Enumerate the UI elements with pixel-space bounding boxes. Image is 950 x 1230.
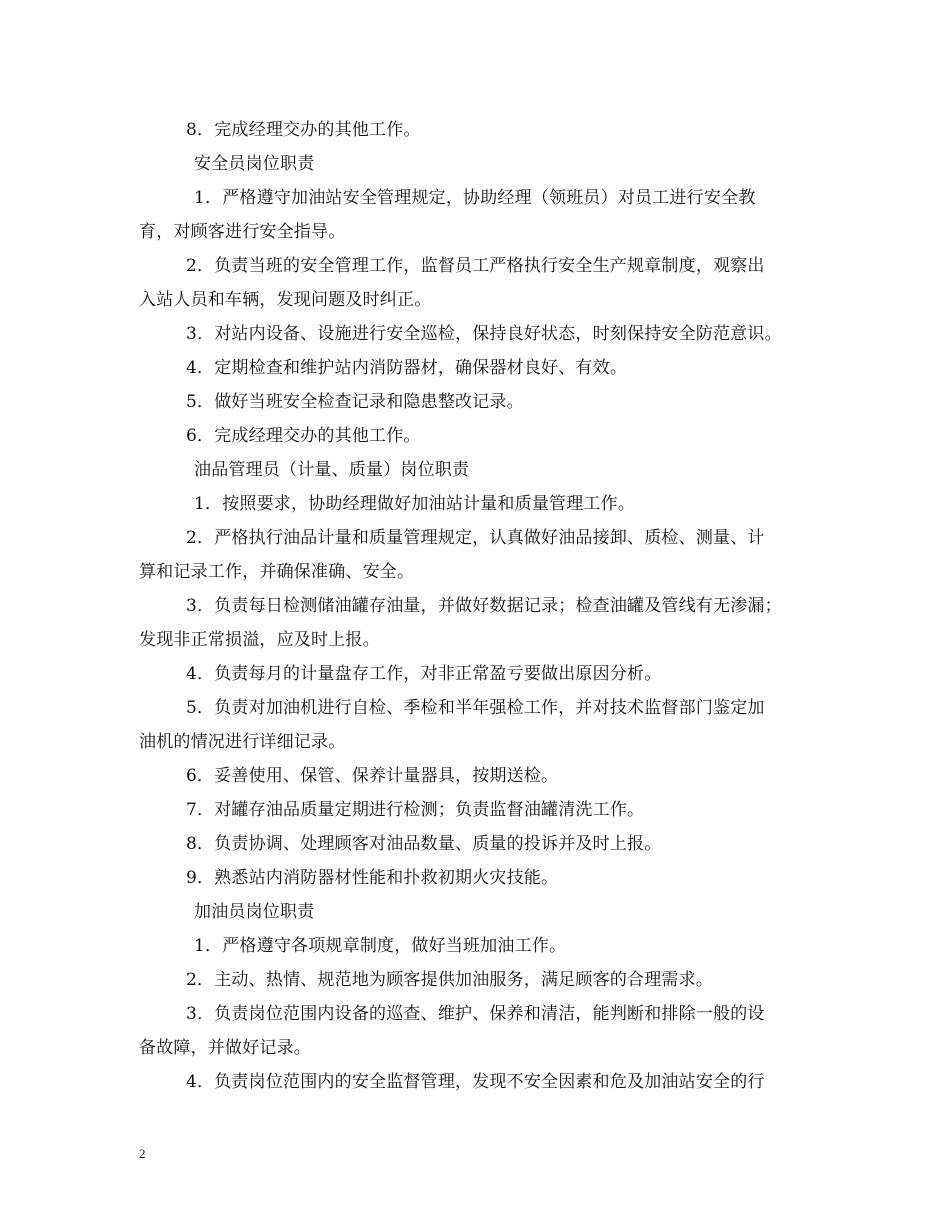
text-line: 1．按照要求，协助经理做好加油站计量和质量管理工作。 xyxy=(194,494,636,514)
page-number: 2 xyxy=(139,1146,146,1161)
text-line: 4．定期检查和维护站内消防器材，确保器材良好、有效。 xyxy=(186,358,628,378)
text-line: 9．熟悉站内消防器材性能和扑救初期火灾技能。 xyxy=(186,868,559,888)
text-line: 入站人员和车辆，发现问题及时纠正。 xyxy=(139,290,432,310)
text-line: 7．对罐存油品质量定期进行检测；负责监督油罐清洗工作。 xyxy=(186,800,645,820)
text-line: 3．负责岗位范围内设备的巡查、维护、保养和清洁，能判断和排除一般的设 xyxy=(186,1004,765,1024)
section-heading: 加油员岗位职责 xyxy=(194,902,315,922)
text-line: 8．负责协调、处理顾客对油品数量、质量的投诉并及时上报。 xyxy=(186,834,662,854)
text-line: 6．妥善使用、保管、保养计量器具，按期送检。 xyxy=(186,766,559,786)
text-line: 5．负责对加油机进行自检、季检和半年强检工作，并对技术监督部门鉴定加 xyxy=(186,698,765,718)
text-line: 8．完成经理交办的其他工作。 xyxy=(186,120,421,140)
text-line: 2．主动、热情、规范地为顾客提供加油服务，满足顾客的合理需求。 xyxy=(186,970,714,990)
text-line: 算和记录工作，并确保准确、安全。 xyxy=(139,562,415,582)
text-line: 1．严格遵守加油站安全管理规定，协助经理（领班员）对员工进行安全教 xyxy=(194,188,756,208)
text-line: 4．负责每月的计量盘存工作，对非正常盈亏要做出原因分析。 xyxy=(186,664,662,684)
text-line: 3．负责每日检测储油罐存油量，并做好数据记录；检查油罐及管线有无渗漏； xyxy=(186,596,782,616)
text-line: 发现非正常损溢，应及时上报。 xyxy=(139,630,380,650)
text-line: 2．严格执行油品计量和质量管理规定，认真做好油品接卸、质检、测量、计 xyxy=(186,528,765,548)
text-line: 3．对站内设备、设施进行安全巡检，保持良好状态，时刻保持安全防范意识。 xyxy=(186,324,782,344)
text-line: 备故障，并做好记录。 xyxy=(139,1038,311,1058)
section-heading: 安全员岗位职责 xyxy=(194,154,315,174)
section-heading: 油品管理员（计量、质量）岗位职责 xyxy=(194,460,470,480)
text-line: 1．严格遵守各项规章制度，做好当班加油工作。 xyxy=(194,936,567,956)
text-line: 育，对顾客进行安全指导。 xyxy=(139,222,346,242)
text-line: 油机的情况进行详细记录。 xyxy=(139,732,346,752)
text-line: 6．完成经理交办的其他工作。 xyxy=(186,426,421,446)
text-line: 2．负责当班的安全管理工作，监督员工严格执行安全生产规章制度，观察出 xyxy=(186,256,765,276)
text-line: 4．负责岗位范围内的安全监督管理，发现不安全因素和危及加油站安全的行 xyxy=(186,1072,765,1092)
text-line: 5．做好当班安全检查记录和隐患整改记录。 xyxy=(186,392,524,412)
